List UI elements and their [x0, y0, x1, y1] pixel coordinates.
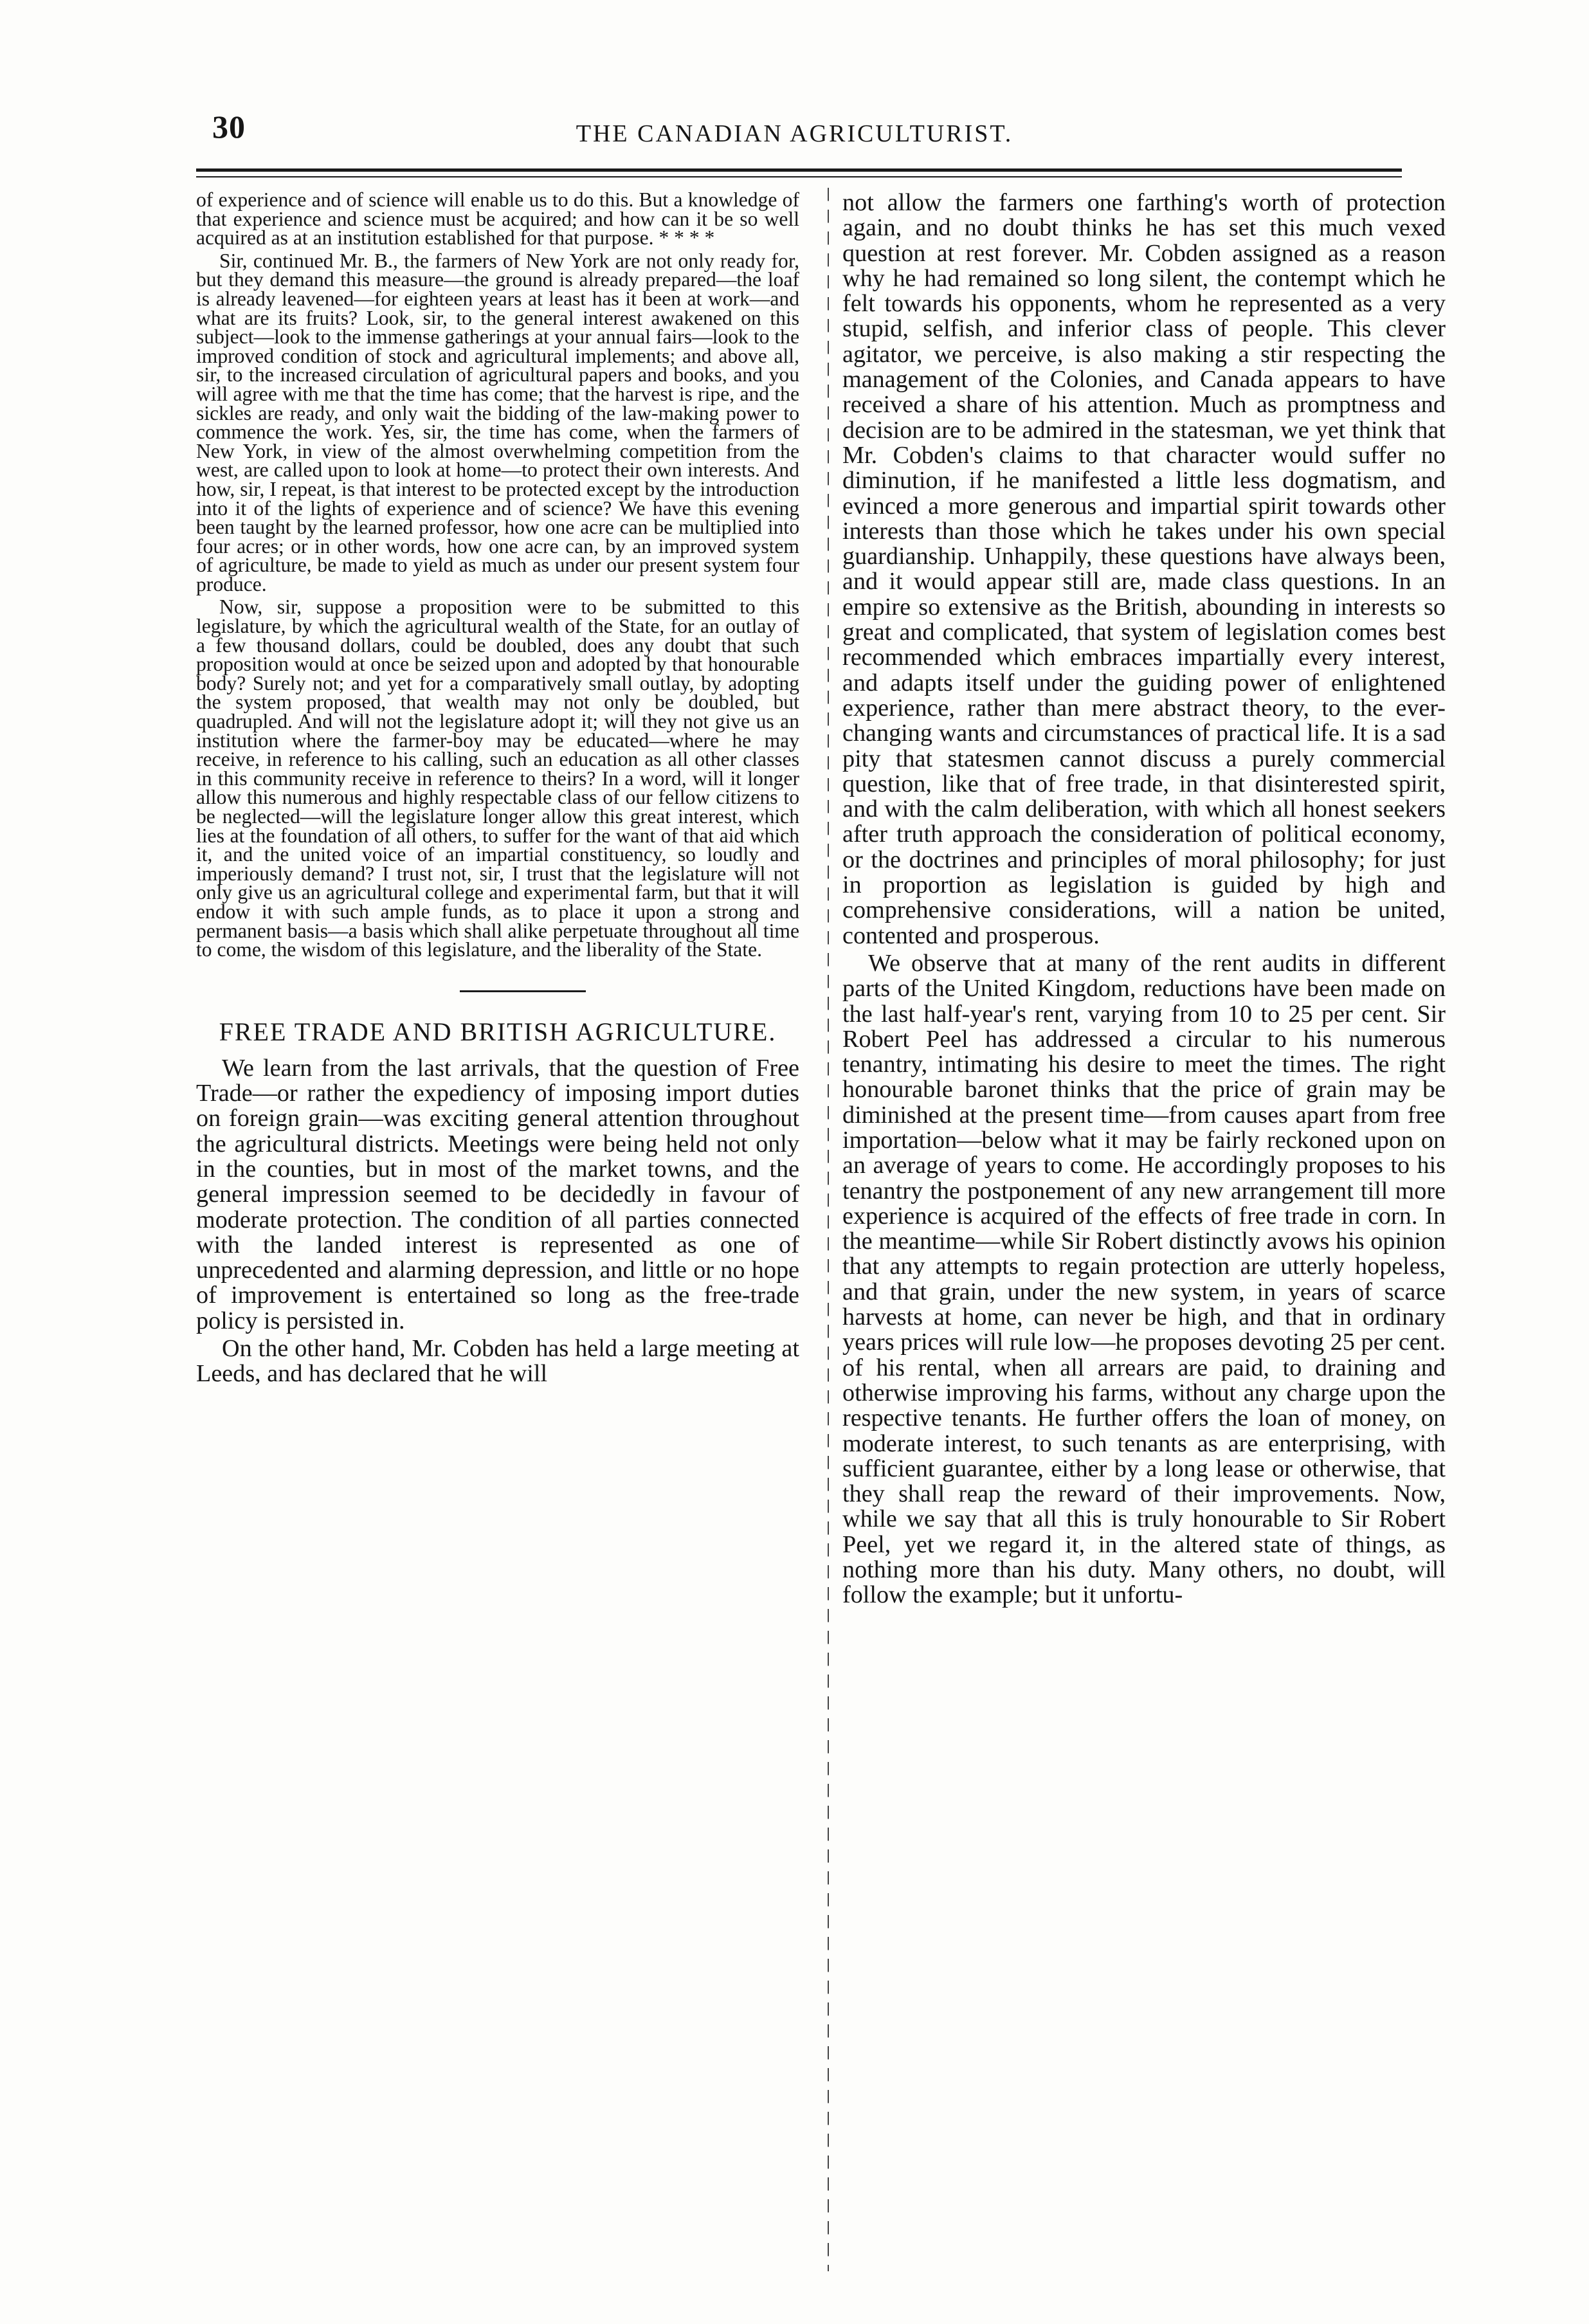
- article-paragraph: On the other hand, Mr. Cobden has held a large meeting at Leeds, and has declared that he will: [196, 1335, 799, 1388]
- column-divider: [828, 188, 829, 2271]
- article-continuation: [842, 190, 1446, 1608]
- speech-excerpt: [196, 190, 799, 959]
- free-trade-article: [196, 1017, 799, 1387]
- left-column: [196, 190, 799, 1387]
- speech-paragraph: of experience and of science will enable us to do this. But a knowledge of that experience and science must be acquired; and how can it be so well acquired as at an institution established for that purpose. * * * *: [196, 188, 799, 250]
- running-title: THE CANADIAN AGRICULTURIST.: [576, 120, 1013, 147]
- header-rule-thick: [196, 168, 1402, 172]
- page-number: 30: [212, 109, 246, 145]
- right-column: [842, 190, 1446, 1608]
- section-divider: [460, 990, 586, 992]
- speech-paragraph: Sir, continued Mr. B., the farmers of New York are not only ready for, but they demand this measure—the ground is already prepared—the loaf is already leavened—for eighteen years at least has it been at work—and what are its fruits? Look, sir, to the general interest awakened on this subject—look to the immense gatherings at your annual fairs—look to the improved condition of stock and agricultural implements; and above all, sir, to the increased circulation of agricultural papers and books, and you will agree with me that the time has come; that the harvest is ripe, and the sickles are ready, and only wait the bidding of the law-making power to commence the work. Yes, sir, the time has come, when the farmers of New York, in view of the almost overwhelming competition from the west, are called upon to look at home—to protect their own interests. And how, sir, I repeat, is that interest to be protected except by the introduction into it of the lights of experience and of science? We have this evening been taught by the learned professor, how one acre can be multiplied into four acres; or in other words, how one acre can, by an improved system of agriculture, be made to yield as much as under our present system four produce.: [196, 249, 799, 595]
- article-paragraph: We observe that at many of the rent audits in different parts of the United Kingdom, reductions have been made on the last half-year's rent, varying from 10 to 25 per cent. Sir Robert Peel has addressed a circular to his numerous tenantry, intimating his desire to meet the times. The right honourable baronet thinks that the price of grain may be diminished at the present time—from causes apart from free importation—below what it may be fairly reckoned upon on an average of years to come. He accordingly proposes to his tenantry the postponement of any new arrangement till more experience is acquired of the effects of free trade in corn. In the meantime—while Sir Robert distinctly avows his opinion that any attempts to regain protection are utterly hopeless, and that grain, under the new system, in years of scarce harvests at home, can never be high, and that in ordinary years prices will rule low—he proposes devoting 25 per cent. of his rental, when all arrears are paid, to draining and otherwise improving his farms, without any charge upon the respective tenants. He further offers the loan of money, on moderate interest, to such tenants as are enterprising, with sufficient guarantee, either by a long lease or otherwise, that they shall reap the reward of their improvements. Now, while we say that all this is truly honourable to Sir Robert Peel, yet we regard it, in the altered state of things, as nothing more than his duty. Many others, no doubt, will follow the example; but it unfortu-: [842, 949, 1446, 1609]
- article-paragraph: not allow the farmers one farthing's worth of protection again, and no doubt thinks he has set this much vexed question at rest forever. Mr. Cobden assigned as a reason why he had remained so long silent, the contempt which he felt towards his opponents, whom he represented as a very stupid, selfish, and inferior class of people. This clever agitator, we perceive, is also making a stir respecting the management of the Colonies, and Canada appears to have received a share of his attention. Much as promptness and decision are to be admired in the statesman, we yet think that Mr. Cobden's claims to that character would suffer no diminution, if he manifested a little less dogmatism, and evinced a more generous and impartial spirit towards other interests than those which he takes under his own special guardianship. Unhappily, these questions have always been, and it would appear still are, made class questions. In an empire so extensive as the British, abounding in interests so great and complicated, that system of legislation comes best recommended which embraces impartially every interest, and adapts itself under the guiding power of enlightened experience, rather than mere abstract theory, to the ever-changing wants and circumstances of practical life. It is a sad pity that statesmen cannot discuss a purely commercial question, like that of free trade, in that disinterested spirit, and with the calm deliberation, with which all honest seekers after truth approach the consideration of political economy, or the doctrines and principles of moral philosophy; for just in proportion as legislation is guided by high and comprehensive considerations, will a nation be united, contented and prosperous.: [842, 189, 1446, 949]
- article-paragraph: We learn from the last arrivals, that the question of Free Trade—or rather the expediency of imposing import duties on foreign grain—was exciting general attention throughout the agricultural districts. Meetings were being held not only in the counties, but in most of the market towns, and the general impression seemed to be decidedly in favour of moderate protection. The condition of all parties connected with the landed interest is represented as one of unprecedented and alarming depression, and little or no hope of improvement is entertained so long as the free-trade policy is persisted in.: [196, 1054, 799, 1334]
- header-rule-thin: [196, 176, 1402, 177]
- article-heading: FREE TRADE AND BRITISH AGRICULTURE.: [219, 1017, 777, 1046]
- speech-paragraph: Now, sir, suppose a proposition were to be submitted to this legislature, by which the agricultural wealth of the State, for an outlay of a few thousand dollars, could be doubled, does any doubt that such proposition would at once be seized upon and adopted by that honourable body? Surely not; and yet for a comparatively small outlay, by adopting the system proposed, that wealth may not only be doubled, but quadrupled. And will not the legislature adopt it; will they not give us an institution where the farmer-boy may be educated—where he may receive, in reference to his calling, such an education as all other classes in this community receive in reference to theirs? In a word, will it longer allow this numerous and highly respectable class of our fellow citizens to be neglected—will the legislature longer allow this great interest, which lies at the foundation of all others, to suffer for the want of that aid which it, and the united voice of an impartial constituency, so loudly and imperiously demand? I trust not, sir, I trust that the legislature will not only give us an agricultural college and experimental farm, but that it will endow it with such ample funds, as to place it upon a strong and permanent basis—a basis which shall alike perpetuate throughout all time to come, the wisdom of this legislature, and the liberality of the State.: [196, 595, 799, 961]
